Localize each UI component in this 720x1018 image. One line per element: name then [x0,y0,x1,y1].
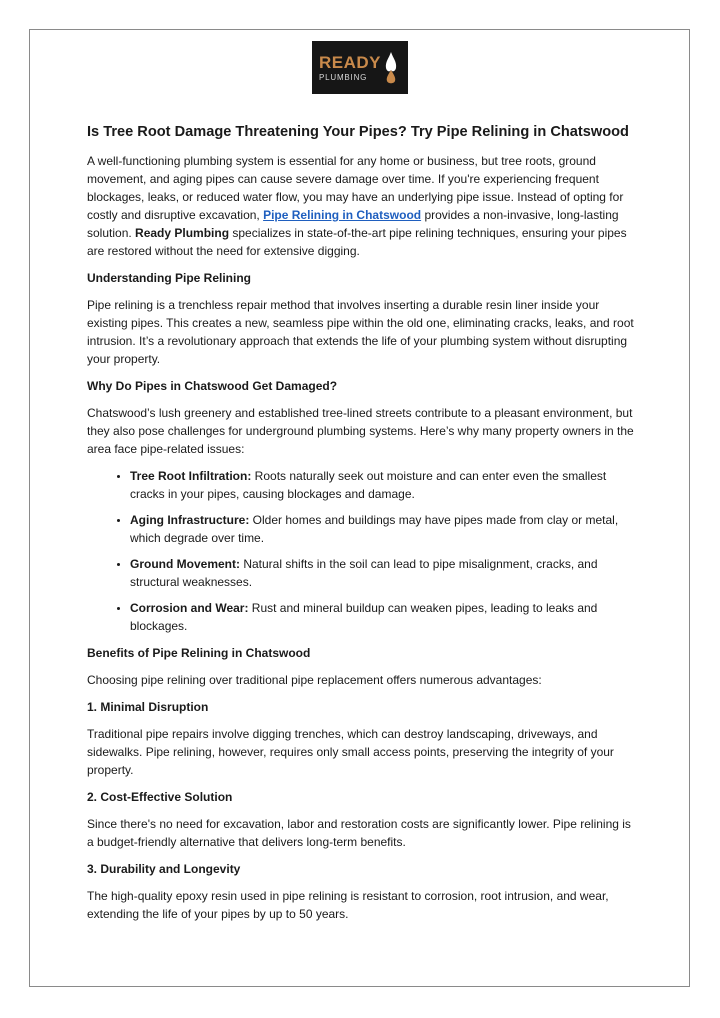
benefits-paragraph: Choosing pipe relining over traditional pipe replacement offers numerous advantages: [87,673,542,687]
list-item-text: Natural shifts in the soil can lead to pipe misalignment, cracks, and structural weaknesses. [130,557,598,589]
why-damaged-paragraph: Chatswood’s lush greenery and established tree-lined streets contribute to a pleasant environment, but they also pose challenges for underground plumbing systems. Here’s why many property owners in the area face pipe-related issues: [87,406,634,456]
heading-understanding: Understanding Pipe Relining [87,271,252,285]
intro-company-name: Ready Plumbing [135,226,230,240]
cost-effective-paragraph: Since there's no need for excavation, labor and restoration costs are significantly lower. Pipe relining is a budget-friendly alternative that delivers long-term benefits. [87,817,631,849]
article-content [87,122,635,932]
understanding-paragraph: Pipe relining is a trenchless repair method that involves inserting a durable resin liner inside your existing pipes. This creates a new, seamless pipe within the old one, eliminating cracks, leaks, and root intrusion. It’s a revolutionary approach that extends the life of your plumbing system without disrupting your property. [87,298,634,366]
logo-text [319,54,381,82]
list-item-text: Older homes and buildings may have pipes made from clay or metal, which degrade over time. [130,513,619,545]
ready-plumbing-logo [312,41,408,94]
heading-cost-effective: 2. Cost-Effective Solution [87,790,233,804]
list-item [130,599,635,635]
logo-word: READY [319,52,382,72]
intro-text-1: A well-functioning plumbing system is essential for any home or business, but tree roots, ground movement, and aging pipes can cause severe damage over time. If you're experiencing frequent blockages, leaks, or reduced water flow, you may have an underlying pipe issue. Instead of opting for costly and disruptive excavation, [87,154,624,222]
list-item-title: Ground Movement: [130,557,240,571]
list-item [130,555,635,591]
list-item-title: Corrosion and Wear: [130,601,249,615]
heading-durability: 3. Durability and Longevity [87,862,241,876]
logo-subtitle: PLUMBING [319,72,368,82]
intro-text-3: specializes in state-of-the-art pipe relining techniques, ensuring your pipes are restored without the need for extensive digging. [87,226,627,258]
heading-minimal-disruption: 1. Minimal Disruption [87,700,209,714]
water-drop-flame-icon [383,50,399,86]
article-title: Is Tree Root Damage Threatening Your Pipes? Try Pipe Relining in Chatswood [87,124,629,140]
durability-paragraph: The high-quality epoxy resin used in pipe relining is resistant to corrosion, root intrusion, and wear, extending the life of your pipes by up to 50 years. [87,889,609,921]
list-item-text: Rust and mineral buildup can weaken pipes, leading to leaks and blockages. [130,601,598,633]
intro-paragraph [87,152,635,260]
heading-benefits: Benefits of Pipe Relining in Chatswood [87,646,311,660]
list-item [130,467,635,503]
damage-causes-list [87,467,635,635]
list-item [130,511,635,547]
minimal-disruption-paragraph: Traditional pipe repairs involve digging trenches, which can destroy landscaping, driveways, and sidewalks. Pipe relining, however, requires only small access points, preserving the integrity of your property. [87,727,614,777]
intro-text-2: provides a non-invasive, long-lasting solution. [87,208,619,240]
list-item-text: Roots naturally seek out moisture and can enter even the smallest cracks in your pipes, causing blockages and damage. [130,469,607,501]
list-item-title: Aging Infrastructure: [130,513,250,527]
pipe-relining-link[interactable]: Pipe Relining in Chatswood [263,208,422,222]
list-item-title: Tree Root Infiltration: [130,469,252,483]
heading-why-damaged: Why Do Pipes in Chatswood Get Damaged? [87,379,338,393]
